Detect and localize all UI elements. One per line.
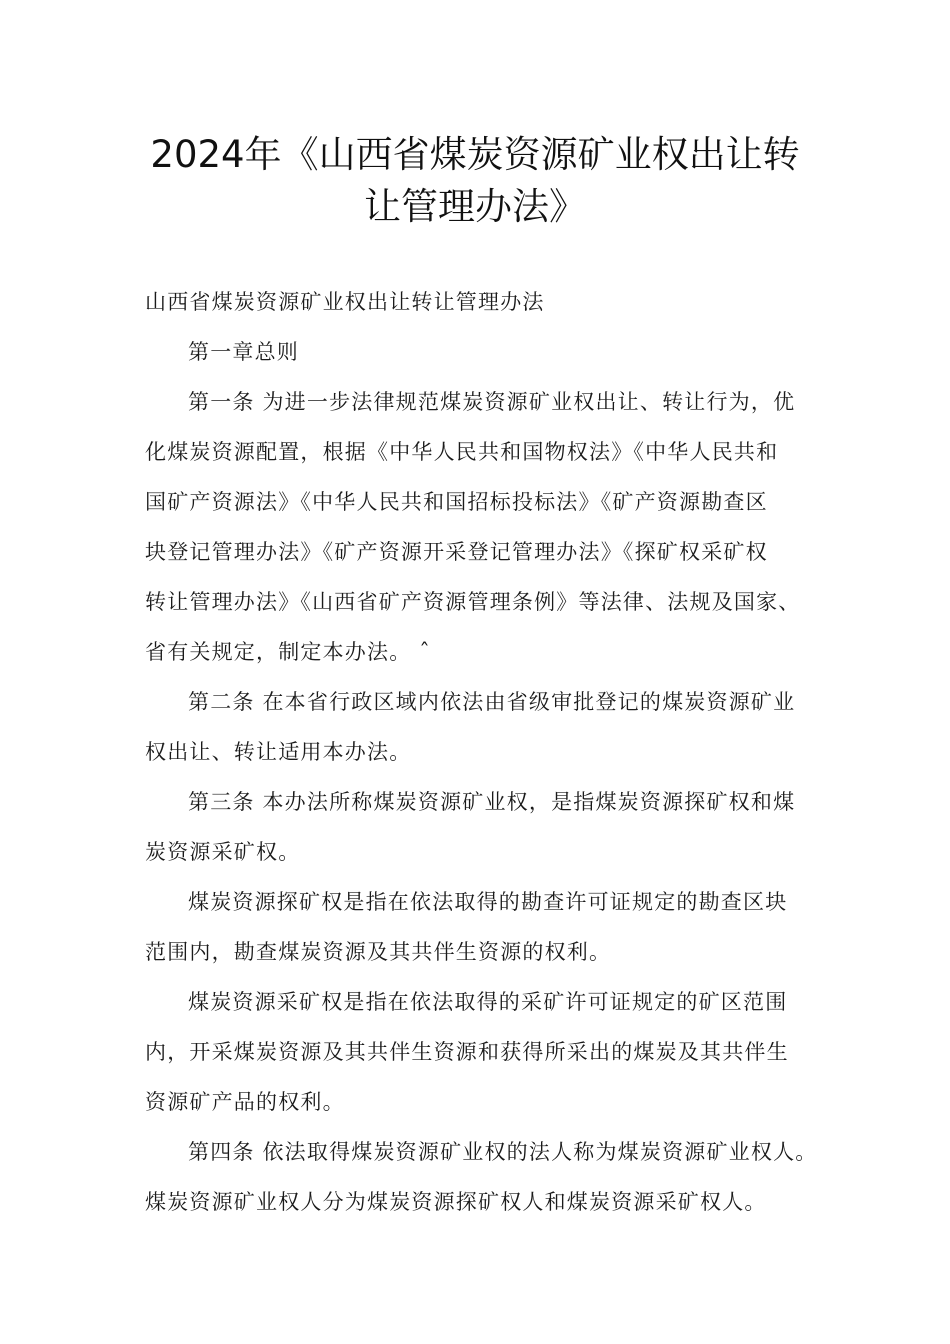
paragraph-line: 炭资源采矿权。 bbox=[145, 840, 301, 864]
paragraph-line: 煤炭资源矿业权人分为煤炭资源探矿权人和煤炭资源采矿权人。 bbox=[145, 1190, 767, 1214]
document-title-line-1: 2024年《山西省煤炭资源矿业权出让转 bbox=[150, 133, 800, 176]
paragraph-line: 省有关规定，制定本办法。 ˆ bbox=[145, 640, 431, 664]
chapter-heading: 第一章总则 bbox=[188, 340, 299, 364]
paragraph-line: 内，开采煤炭资源及其共伴生资源和获得所采出的煤炭及其共伴生 bbox=[145, 1040, 789, 1064]
paragraph-line: 化煤炭资源配置，根据《中华人民共和国物权法》《中华人民共和 bbox=[145, 440, 779, 464]
subtitle-text: 山西省煤炭资源矿业权出让转让管理办法 bbox=[145, 290, 545, 314]
paragraph-line: 块登记管理办法》《矿产资源开采登记管理办法》《探矿权采矿权 bbox=[145, 540, 768, 564]
paragraph-line: 国矿产资源法》《中华人民共和国招标投标法》《矿产资源勘查区 bbox=[145, 490, 768, 514]
paragraph-line: 第三条 本办法所称煤炭资源矿业权，是指煤炭资源探矿权和煤 bbox=[188, 790, 796, 814]
paragraph-line: 范围内，勘查煤炭资源及其共伴生资源的权利。 bbox=[145, 940, 612, 964]
paragraph-line: 第四条 依法取得煤炭资源矿业权的法人称为煤炭资源矿业权人。 bbox=[188, 1140, 818, 1164]
paragraph-line: 资源矿产品的权利。 bbox=[145, 1090, 345, 1114]
paragraph-line: 煤炭资源探矿权是指在依法取得的勘查许可证规定的勘查区块 bbox=[188, 890, 788, 914]
document-title-line-2: 让管理办法》 bbox=[364, 185, 586, 228]
paragraph-line: 第一条 为进一步法律规范煤炭资源矿业权出让、转让行为，优 bbox=[188, 390, 796, 414]
paragraph-line: 权出让、转让适用本办法。 bbox=[145, 740, 412, 764]
paragraph-line: 第二条 在本省行政区域内依法由省级审批登记的煤炭资源矿业 bbox=[188, 690, 796, 714]
paragraph-line: 煤炭资源采矿权是指在依法取得的采矿许可证规定的矿区范围 bbox=[188, 990, 788, 1014]
paragraph-line: 转让管理办法》《山西省矿产资源管理条例》等法律、法规及国家、 bbox=[145, 590, 801, 614]
